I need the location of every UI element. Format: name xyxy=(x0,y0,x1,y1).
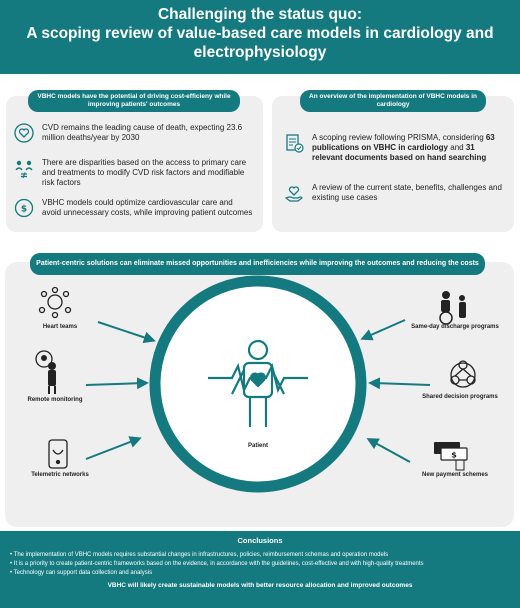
left-item-3-text: VBHC models could optimize cardiovascular care and avoid unnecessary costs, while improving patient outcomes xyxy=(42,198,253,217)
label-telemetric-networks: Telemetric networks xyxy=(31,472,89,478)
left-item-2 xyxy=(14,158,254,188)
people-unequal-icon xyxy=(14,158,34,178)
svg-text:$: $ xyxy=(20,204,28,215)
conclusion-item: • It is a priority to create patient-centric frameworks based on the evidence, in accordance with the guidelines, cost-effective and with high-quality treatments xyxy=(10,560,510,569)
left-item-2-text: There are disparities based on the access to primary care and treatments to modify CVD risk factors and modifiable risk factors xyxy=(42,158,247,187)
label-shared-decision: Shared decision programs xyxy=(422,394,498,400)
label-new-payment-schemes: New payment schemes xyxy=(421,472,489,478)
arrow-shared-decision xyxy=(372,383,430,385)
review-text-mid: and xyxy=(448,143,466,152)
arrow-telemetric xyxy=(86,439,138,459)
right-panel-pill: An overview of the implementation of VBHC models in cardiology xyxy=(300,90,486,112)
left-item-1 xyxy=(14,123,254,143)
right-panel xyxy=(272,96,514,232)
conclusions-banner xyxy=(0,531,520,608)
heart-team-icon xyxy=(40,288,71,318)
label-patient: Patient xyxy=(247,443,268,449)
review-text-documents: 31 relevant documents based on hand searching xyxy=(312,143,487,162)
conclusions-list xyxy=(0,545,520,578)
left-panel-pill: VBHC models have the potential of driving cost-efficieny while improving patients' outcomes xyxy=(28,90,240,112)
label-heart-teams: Heart teams xyxy=(42,324,78,330)
title-line-2: A scoping review of value-based care models in cardiology and electrophysiology xyxy=(26,25,494,61)
right-item-1 xyxy=(284,133,506,163)
label-same-day-discharge: Same-day discharge programs xyxy=(411,324,499,330)
conclusions-title: Conclusions xyxy=(237,536,283,545)
document-check-icon xyxy=(284,133,304,153)
title-line-1: Challenging the status quo: xyxy=(157,6,363,23)
conclusion-item: • Technology can support data collection and analysis xyxy=(10,569,510,578)
review-text-pre: A scoping review following PRISMA, considering xyxy=(312,133,486,142)
conclusions-final: VBHC will likely create sustainable models with better resource allocation and improved outcomes xyxy=(107,582,413,589)
telemetric-phone-icon xyxy=(49,440,67,468)
arrow-payment xyxy=(370,440,410,462)
left-item-1-text: CVD remains the leading cause of death, expecting 23.6 million deaths/year by 2030 xyxy=(42,123,243,142)
svg-text:$: $ xyxy=(451,450,457,460)
right-item-1-text xyxy=(312,133,506,163)
remote-monitoring-icon xyxy=(36,351,56,394)
payment-scheme-icon xyxy=(434,442,467,470)
label-remote-monitoring: Remote monitoring xyxy=(27,397,83,403)
conclusion-item: • The implementation of VBHC models requires substantial changes in infrastructures, policies, reimbursement schemas and operation models xyxy=(10,551,510,560)
heart-hand-icon xyxy=(284,183,304,203)
patient-centric-pill: Patient-centric solutions can eliminate missed opportunities and inefficiencies while improving the outcomes and reducing the costs xyxy=(30,253,485,275)
heart-hand-icon xyxy=(14,123,34,143)
shared-decision-icon xyxy=(451,361,475,387)
left-item-3 xyxy=(14,198,254,218)
right-item-2-text: A review of the current state, benefits, challenges and existing use cases xyxy=(312,183,502,202)
arrow-remote-monitoring xyxy=(86,383,145,385)
money-check-icon xyxy=(14,198,34,218)
right-item-2 xyxy=(284,183,506,203)
title-banner xyxy=(0,0,520,74)
review-text-publications: 63 publications on VBHC in cardiology xyxy=(312,133,495,152)
discharge-wheelchair-icon xyxy=(440,291,466,324)
